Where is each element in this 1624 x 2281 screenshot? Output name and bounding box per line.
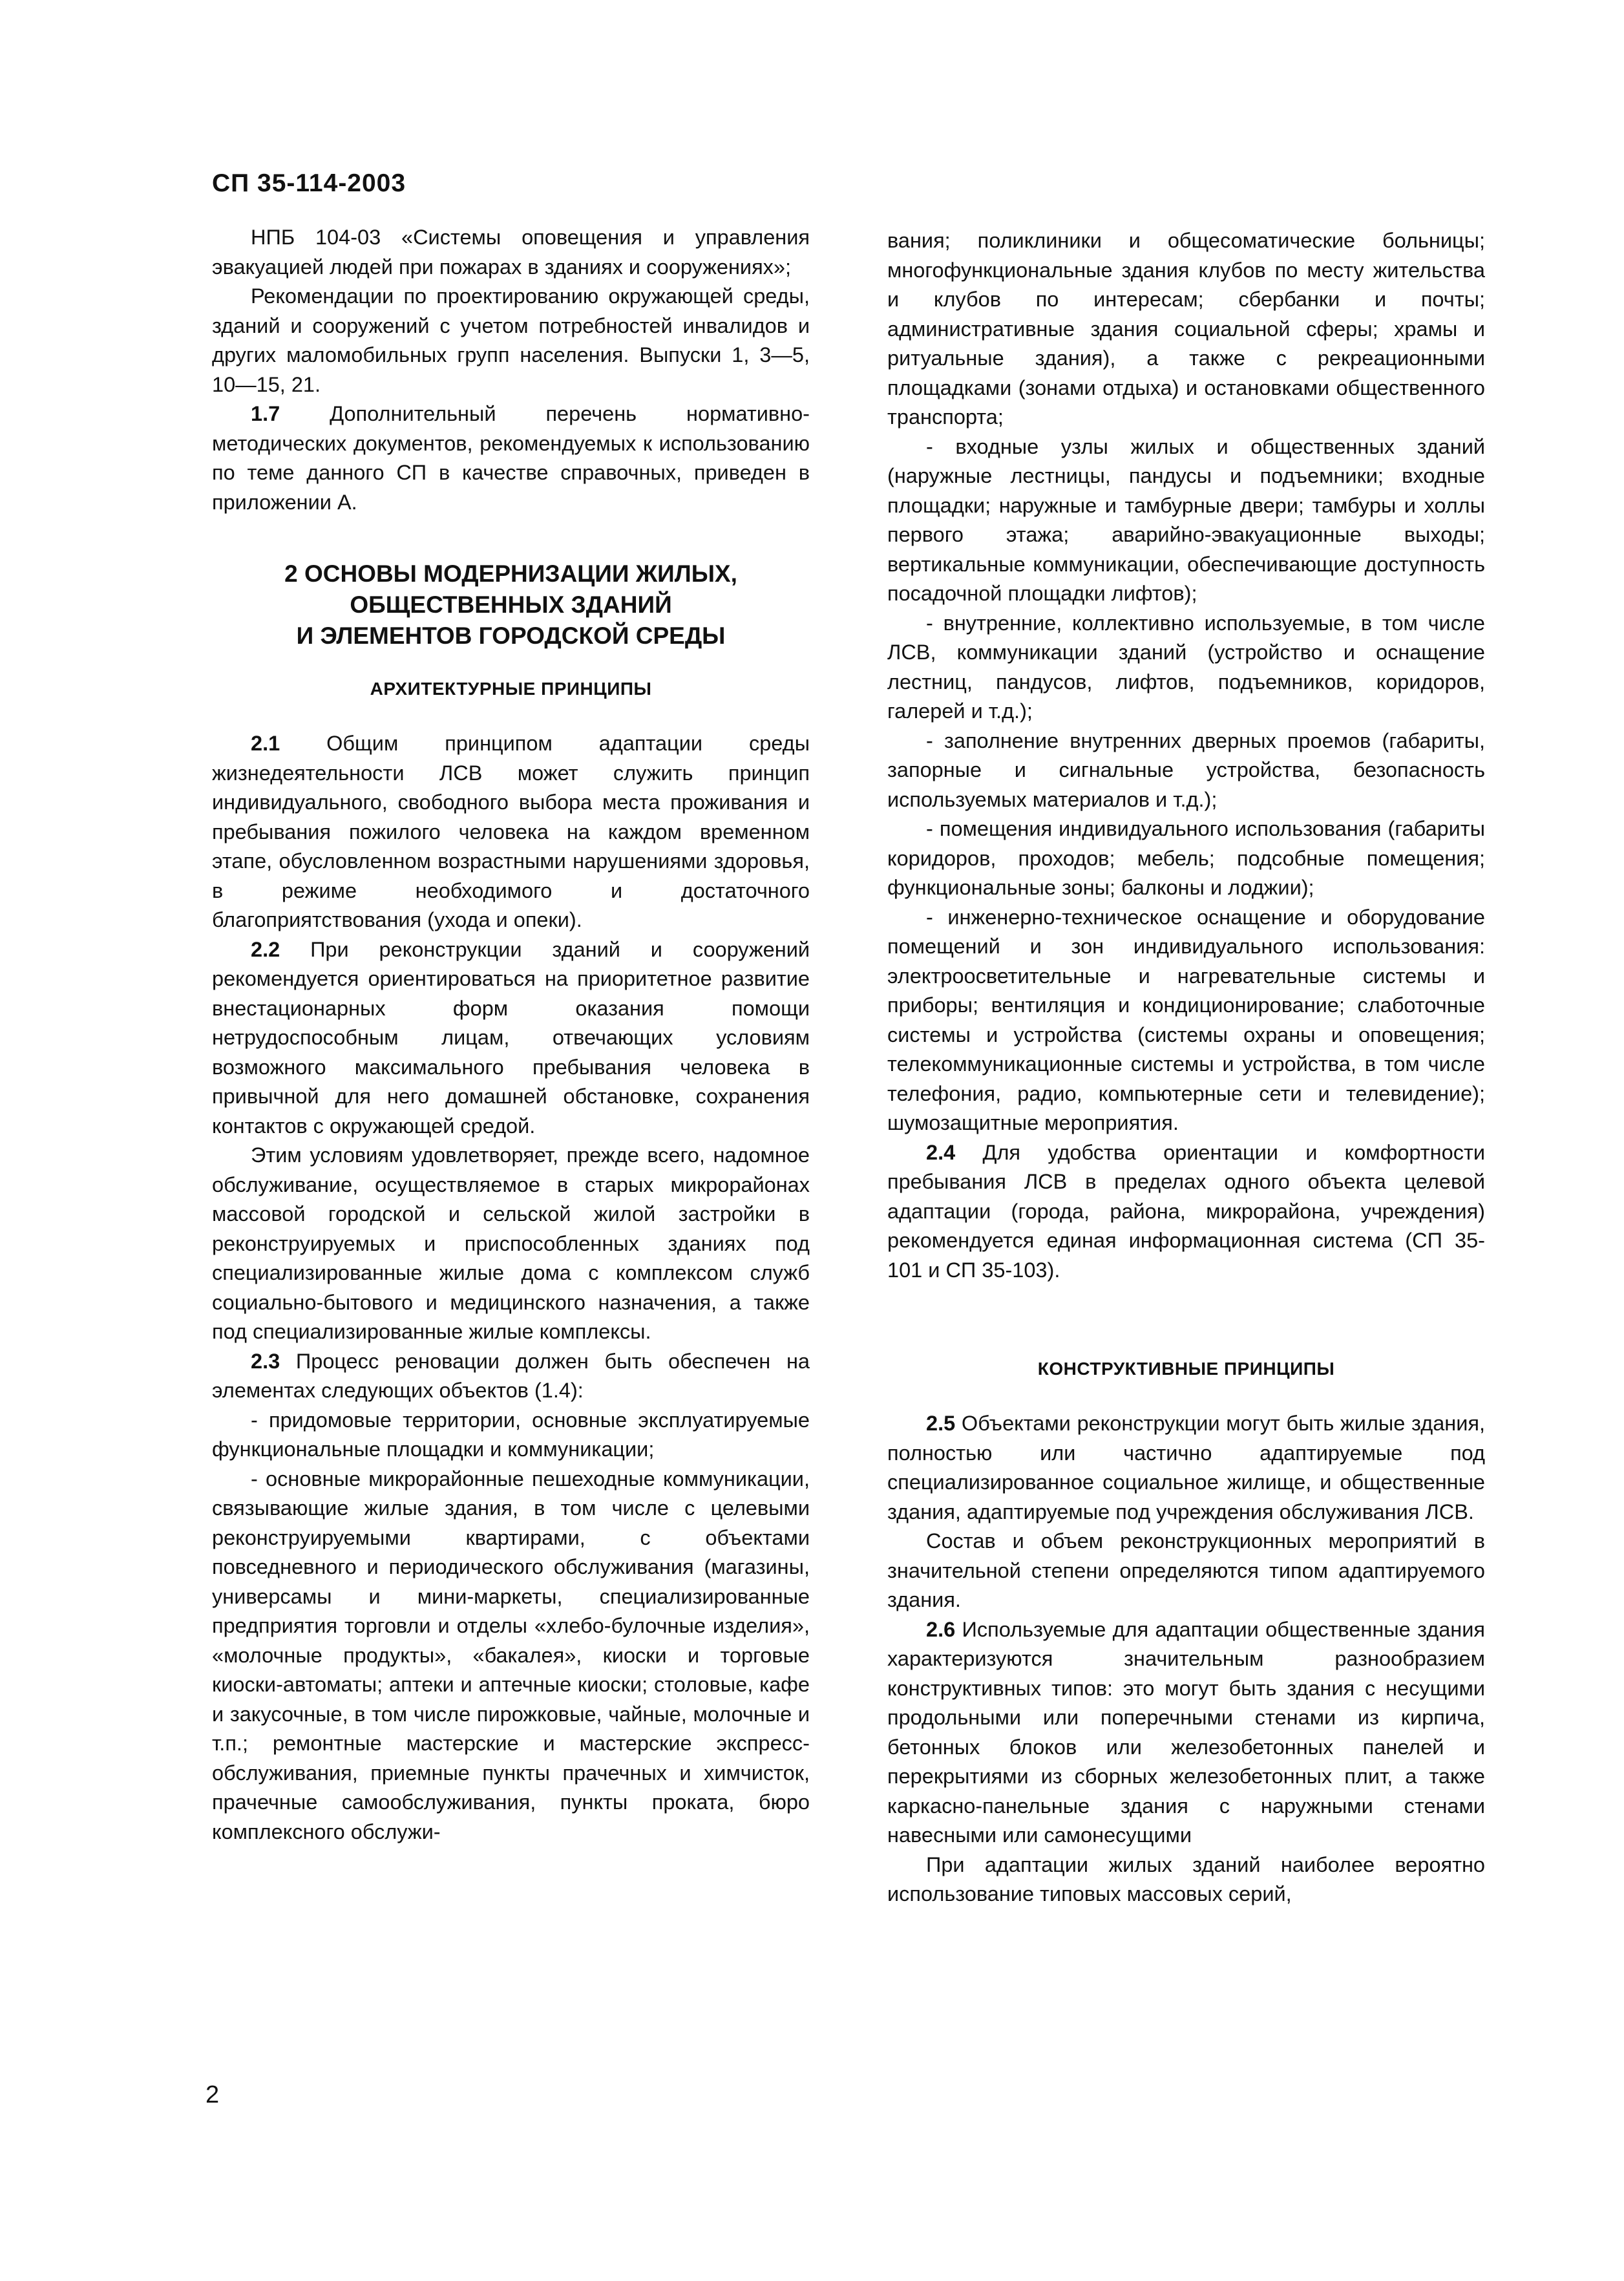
list-item: - придомовые территории, основные эксплуатируемые функциональные площадки и коммуникации; (212, 1408, 810, 1461)
list-item: - основные микрорайонные пешеходные коммуникации, связывающие жилые здания, в том числе с целевыми реконструируемыми квартирами, с объектами повседневного и периодического обслуживания (магазины, универсамы и мини-маркеты, специализированные предприятия торговли и отделы «хлебо-булочные изделия», «молочные продукты», «бакалея», киоски и торговые киоски-автоматы; аптеки и аптечные киоски; столовые, кафе и закусочные, в том числе пирожковые, чайные, молочные и т.п.; ремонтные мастерские и мастерские экспресс-обслуживания, приемные пункты прачечных и химчисток, прачечные самообслуживания, пункты проката, бюро комплексного обслужи- (212, 1467, 810, 1843)
list-item: - инженерно-техническое оснащение и оборудование помещений и зон индивидуального использования: электроосветительные и нагревательные системы и приборы; вентиляция и кондиционирование; слаботочные системы и устройства (системы охраны и оповещения; телекоммуникационные системы и устройства, в том числе телефония, радио, компьютерные сети и телевидение); шумозащитные мероприятия. (887, 905, 1485, 1134)
page-number: 2 (206, 2081, 220, 2108)
left-column (212, 223, 810, 1847)
paragraph-text: Процесс реновации должен быть обеспечен на элементах следующих объектов (1.4): (212, 1349, 810, 1402)
document-code: СП 35-114-2003 (212, 169, 406, 197)
paragraph-text: Дополнительный перечень нормативно-методических документов, рекомендуемых к использованию по теме данного СП в качестве справочных, приведен в приложении А. (212, 402, 810, 514)
clause-number: 2.4 (926, 1140, 956, 1164)
paragraph (887, 1615, 1485, 1851)
paragraph: Состав и объем реконструкционных мероприятий в значительной степени определяются типом адаптируемого здания. (887, 1529, 1485, 1611)
paragraph: Рекомендации по проектированию окружающей среды, зданий и сооружений с учетом потребностей инвалидов и других маломобильных групп населения. Выпуски 1, 3—5, 10—15, 21. (212, 284, 810, 396)
subsection-heading: АРХИТЕКТУРНЫЕ ПРИНЦИПЫ (370, 679, 652, 699)
list-item: - внутренние, коллективно используемые, в том числе ЛСВ, коммуникации зданий (устройство и оснащение лестниц, пандусов, лифтов, подъемников, коридоров, галерей и т.д.); (887, 611, 1485, 723)
paragraph (212, 399, 810, 517)
paragraph (887, 1138, 1485, 1286)
paragraph-text: Объектами реконструкции могут быть жилые здания, полностью или частично адаптируемые под специализированное социальное жилище, и общественные здания, адаптируемые под учреждения обслуживания ЛСВ. (887, 1412, 1485, 1523)
paragraph (887, 1409, 1485, 1527)
section-title-line: 2 ОСНОВЫ МОДЕРНИЗАЦИИ ЖИЛЫХ, (284, 560, 737, 587)
right-column (887, 226, 1485, 1909)
clause-number: 2.1 (251, 732, 280, 755)
clause-number: 2.6 (926, 1617, 956, 1641)
paragraph: вания; поликлиники и общесоматические больницы; многофункциональные здания клубов по месту жительства и клубов по интересам; сбербанки и почты; административные здания социальной сферы; храмы и ритуальные здания), а также с рекреационными площадками (зонами отдыха) и остановками общественного транспорта; (887, 229, 1485, 429)
clause-number: 2.5 (926, 1412, 956, 1435)
paragraph-text: Используемые для адаптации общественные здания характеризуются значительным разнообразием конструктивных типов: это могут быть здания с несущими продольными или поперечными стенами из кирпича, бетонных блоков или железобетонных панелей и перекрытиями из сборных железобетонных плит, а также каркасно-панельные здания с наружными стенами навесными или самонесущими (887, 1617, 1485, 1847)
paragraph (212, 1347, 810, 1406)
paragraph-text: При реконструкции зданий и сооружений рекомендуется ориентироваться на приоритетное развитие внестационарных форм оказания помощи нетрудоспособным лицам, отвечающих условиям возможного максимального пребывания человека в привычной для него домашней обстановке, сохранения контактов с окружающей средой. (212, 937, 810, 1138)
list-item: - помещения индивидуального использования (габариты коридоров, проходов; мебель; подсобные помещения; функциональные зоны; балконы и лоджии); (887, 817, 1485, 899)
clause-number: 2.2 (251, 937, 280, 961)
paragraph (212, 729, 810, 935)
paragraph-text: Общим принципом адаптации среды жизнедеятельности ЛСВ может служить принцип индивидуального, свободного выбора места проживания и пребывания пожилого человека на каждом временном этапе, обусловленном возрастными нарушениями здоровья, в режиме необходимого и достаточного благоприятствования (ухода и опеки). (212, 732, 810, 931)
paragraph: Этим условиям удовлетворяет, прежде всего, надомное обслуживание, осуществляемое в старых микрорайонах массовой городской и сельской жилой застройки в реконструируемых и приспособленных зданиях под специализированные жилые дома с комплексом служб социально-бытового и медицинского назначения, а также под специализированные жилые комплексы. (212, 1143, 810, 1343)
clause-number: 1.7 (251, 402, 280, 425)
section-title-line: ОБЩЕСТВЕННЫХ ЗДАНИЙ (350, 591, 672, 618)
clause-number: 2.3 (251, 1349, 280, 1373)
section-title (212, 558, 810, 652)
list-item: - входные узлы жилых и общественных зданий (наружные лестницы, пандусы и подъемники; входные площадки; наружные и тамбурные двери; тамбуры и холлы первого этажа; аварийно-эвакуационные выходы; вертикальные коммуникации, обеспечивающие доступность посадочной площадки лифтов); (887, 434, 1485, 605)
paragraph: НПБ 104-03 «Системы оповещения и управления эвакуацией людей при пожарах в зданиях и сооружениях»; (212, 226, 810, 279)
paragraph-text: Для удобства ориентации и комфортности пребывания ЛСВ в пределах одного объекта целевой адаптации (города, района, микрорайона, учреждения) рекомендуется единая информационная система (СП 35-101 и СП 35-103). (887, 1140, 1485, 1282)
subsection-heading: КОНСТРУКТИВНЫЕ ПРИНЦИПЫ (1037, 1359, 1335, 1379)
section-title-line: И ЭЛЕМЕНТОВ ГОРОДСКОЙ СРЕДЫ (296, 622, 726, 649)
list-item: - заполнение внутренних дверных проемов (габариты, запорные и сигнальные устройства, безопасность используемых материалов и т.д.); (887, 728, 1485, 811)
paragraph: При адаптации жилых зданий наиболее вероятно использование типовых массовых серий, (887, 1852, 1485, 1905)
paragraph (212, 935, 810, 1141)
